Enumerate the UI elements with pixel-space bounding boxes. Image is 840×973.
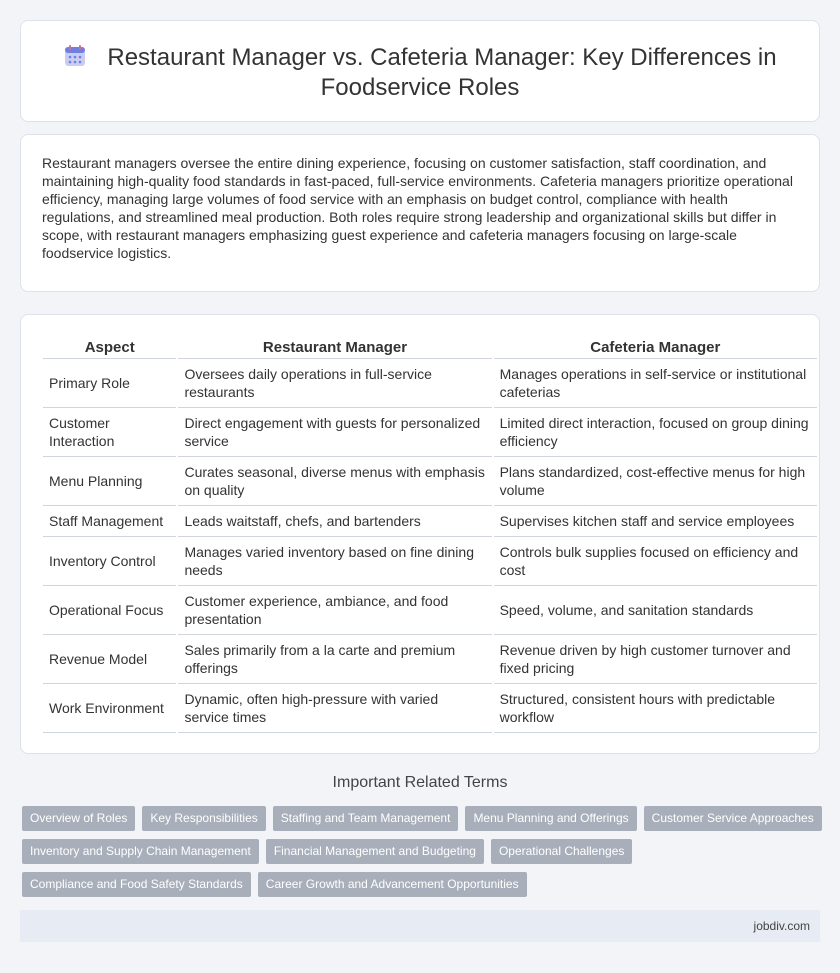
header-aspect: Aspect: [43, 335, 176, 359]
restaurant-cell: Manages varied inventory based on fine dining needs: [178, 537, 491, 586]
related-term-tag[interactable]: Overview of Roles: [22, 806, 135, 831]
aspect-cell: Work Environment: [43, 684, 176, 733]
title-wrap: [61, 43, 779, 103]
restaurant-cell: Dynamic, often high-pressure with varied service times: [178, 684, 491, 733]
calendar-icon: [63, 44, 87, 68]
related-term-tag[interactable]: Staffing and Team Management: [273, 806, 459, 831]
comparison-card: [20, 314, 820, 754]
cafeteria-cell: Manages operations in self-service or institutional cafeterias: [494, 359, 817, 408]
cafeteria-cell: Plans standardized, cost-effective menus for high volume: [494, 457, 817, 506]
related-term-tag[interactable]: Compliance and Food Safety Standards: [22, 872, 251, 897]
aspect-cell: Inventory Control: [43, 537, 176, 586]
cafeteria-cell: Limited direct interaction, focused on group dining efficiency: [494, 408, 817, 457]
restaurant-cell: Oversees daily operations in full-service restaurants: [178, 359, 491, 408]
related-term-tag[interactable]: Menu Planning and Offerings: [465, 806, 636, 831]
aspect-cell: Operational Focus: [43, 586, 176, 635]
related-term-tag[interactable]: Key Responsibilities: [142, 806, 265, 831]
restaurant-cell: Direct engagement with guests for personalized service: [178, 408, 491, 457]
related-term-tag[interactable]: Financial Management and Budgeting: [266, 839, 484, 864]
aspect-cell: Primary Role: [43, 359, 176, 408]
table-row: [43, 635, 817, 684]
related-term-tag[interactable]: Inventory and Supply Chain Management: [22, 839, 259, 864]
table-header-row: [43, 335, 817, 359]
cafeteria-cell: Supervises kitchen staff and service employees: [494, 506, 817, 537]
restaurant-cell: Curates seasonal, diverse menus with emphasis on quality: [178, 457, 491, 506]
header-restaurant-manager: Restaurant Manager: [178, 335, 491, 359]
footer-site-link[interactable]: jobdiv.com: [753, 919, 810, 933]
cafeteria-cell: Speed, volume, and sanitation standards: [494, 586, 817, 635]
table-row: [43, 457, 817, 506]
aspect-cell: Staff Management: [43, 506, 176, 537]
comparison-table: [41, 335, 819, 733]
related-term-tag[interactable]: Customer Service Approaches: [644, 806, 822, 831]
restaurant-cell: Customer experience, ambiance, and food presentation: [178, 586, 491, 635]
aspect-cell: Customer Interaction: [43, 408, 176, 457]
footer-bar: [20, 910, 820, 942]
restaurant-cell: Leads waitstaff, chefs, and bartenders: [178, 506, 491, 537]
table-row: [43, 408, 817, 457]
page-title: [61, 43, 779, 103]
intro-card: [20, 134, 820, 292]
related-term-tag[interactable]: Operational Challenges: [491, 839, 632, 864]
cafeteria-cell: Revenue driven by high customer turnover and fixed pricing: [494, 635, 817, 684]
table-row: [43, 359, 817, 408]
header-cafeteria-manager: Cafeteria Manager: [494, 335, 817, 359]
table-row: [43, 684, 817, 733]
table-row: [43, 537, 817, 586]
header-card: [20, 20, 820, 122]
table-row: [43, 586, 817, 635]
aspect-cell: Revenue Model: [43, 635, 176, 684]
restaurant-cell: Sales primarily from a la carte and premium offerings: [178, 635, 491, 684]
related-terms-title: Important Related Terms: [332, 774, 508, 791]
intro-paragraph: Restaurant managers oversee the entire dining experience, focusing on customer satisfaction, staff coordination, and maintaining high-quality food standards in fast-paced, full-service environments. Cafeteria managers prioritize operational efficiency, managing large volumes of food service with an emphasis on budget control, compliance with health regulations, and streamlined meal production. Both roles require strong leadership and organizational skills but differ in scope, with restaurant managers emphasizing guest experience and cafeteria managers focusing on large-scale foodservice logistics.: [42, 155, 793, 261]
related-terms-tags: [22, 806, 822, 897]
table-row: [43, 506, 817, 537]
related-term-tag[interactable]: Career Growth and Advancement Opportunities: [258, 872, 527, 897]
aspect-cell: Menu Planning: [43, 457, 176, 506]
cafeteria-cell: Controls bulk supplies focused on efficiency and cost: [494, 537, 817, 586]
page-title-text: Restaurant Manager vs. Cafeteria Manager: Key Differences in Foodservice Roles: [107, 44, 777, 101]
cafeteria-cell: Structured, consistent hours with predictable workflow: [494, 684, 817, 733]
